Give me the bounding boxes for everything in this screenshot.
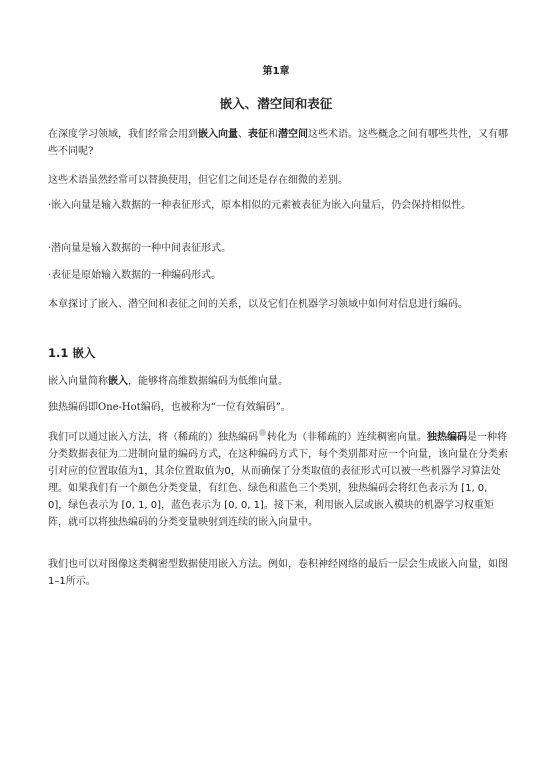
intro-separator-1: 、 — [238, 129, 248, 140]
intro-text-start: 在深度学习领域，我们经常会用到 — [48, 129, 198, 140]
term-representation: 表征 — [248, 129, 268, 140]
embedding-definition-start: 嵌入向量简称 — [48, 376, 108, 387]
intro-text-end: 这些术语。这些概念之间有哪些共性，又有哪些不同呢? — [48, 129, 508, 157]
nuance-paragraph: 这些术语虽然经常可以替换使用，但它们之间还是存在细微的差别。 — [48, 175, 348, 186]
onehot-explanation-end: 是一种将分类数据表征为二进制向量的编码方式，在这种编码方式下，每个类别都对应一个向量，该向量在分类索引对应的位置取值为1，其余位置取值为0，从而确保了分类取值的表征形式可以被一些机器学习算法处理。如果我们有一个颜色分类变量，有红色、绿色和蓝色三个类别，独热编码会将红色表示为 [1, 0, 0]，绿色表示为 [0, 1, 0]，蓝色表示为 [0, 0, 1]。接下来，利用嵌入层或嵌入模块的机器学习权重矩阵，就可以将独热编码的分类变量映射到连续的嵌入向量中。 — [48, 432, 508, 528]
onehot-explanation-start: 我们可以通过嵌入方法，将（稀疏的）独热编码 — [48, 432, 258, 443]
bullet-representation: ·表征是原始输入数据的一种编码形式。 — [48, 270, 222, 281]
intro-separator-2: 和 — [268, 129, 278, 140]
chapter-label: 第1章 — [262, 66, 290, 77]
footnote-marker-icon[interactable] — [259, 429, 266, 436]
term-onehot-encoding: 独热编码 — [427, 432, 467, 443]
onehot-definition: 独热编码即One-Hot编码，也被称为“一位有效编码”。 — [48, 402, 291, 413]
embedding-definition — [48, 373, 508, 390]
embedding-definition-end: ，能够将高维数据编码为低维向量。 — [128, 376, 288, 387]
term-latent-space: 潜空间 — [278, 129, 308, 140]
subsection-heading: 1.1 嵌入 — [48, 346, 96, 360]
bullet-latent: ·潜向量是输入数据的一种中间表征形式。 — [48, 243, 232, 254]
image-embedding-paragraph: 我们也可以对图像这类稠密型数据使用嵌入方法。例如，卷积神经网络的最后一层会生成嵌入向量，如图1–1所示。 — [48, 559, 508, 587]
chapter-summary-paragraph: 本章探讨了嵌入、潜空间和表征之间的关系，以及它们在机器学习领域中如何对信息进行编码。 — [48, 299, 468, 310]
onehot-explanation-mid: 转化为（非稀疏的）连续稠密向量。 — [267, 432, 427, 443]
onehot-explanation-paragraph — [48, 429, 508, 531]
intro-paragraph — [48, 126, 508, 160]
term-embedding-vector: 嵌入向量 — [198, 129, 238, 140]
term-embedding: 嵌入 — [108, 376, 128, 387]
section-title: 嵌入、潜空间和表征 — [219, 96, 333, 111]
bullet-embedding: ·嵌入向量是输入数据的一种表征形式，原本相似的元素被表征为嵌入向量后，仍会保持相似性。 — [48, 200, 472, 211]
